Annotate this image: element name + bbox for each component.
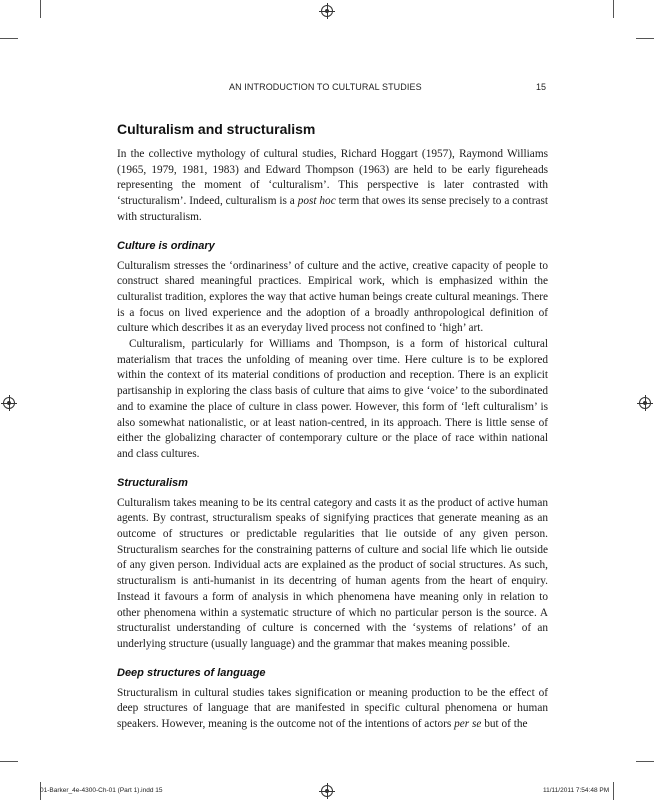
registration-mark-icon <box>639 397 651 409</box>
paragraph: Culturalism, particularly for Williams and Thompson, is a form of historical cultural materialism that traces the unfolding of meaning over time. Here culture is to be explored within the context of its material conditions of production and reception. There is an explicit partisanship in exploring the class basis of culture that aims to give ‘voice’ to the subordinated and to examine the place of culture in class power. However, this form of ‘left culturalism’ is also somewhat nationalistic, or at least nation-centred, in its approach. There is little sense of either the globalizing character of contemporary culture or the place of race within national and class cultures. <box>117 338 548 460</box>
emphasis: per se <box>454 718 482 731</box>
registration-mark-icon <box>321 785 333 797</box>
section-title: Culturalism and structuralism <box>117 121 316 137</box>
page-body <box>117 121 548 733</box>
subsection-title-culture-is-ordinary: Culture is ordinary <box>117 239 215 252</box>
crop-mark-bottom-right <box>613 782 614 800</box>
subsection-title-deep-structures: Deep structures of language <box>117 666 266 679</box>
running-head: AN INTRODUCTION TO CULTURAL STUDIES <box>229 82 422 92</box>
paragraph: Culturalism stresses the ‘ordinariness’ of culture and the active, creative capacity of people to construct shared meaningful practices. Empirical work, which is emphasized within the culturalist tradition, explores the way that active human beings create cultural meanings. There is a focus on lived experience and the adoption of a broadly anthropological definition of culture which describes it as an everyday lived process not confined to ‘high’ art. <box>117 259 548 335</box>
intro-paragraph: In the collective mythology of cultural studies, Richard Hoggart (1957), Raymond Williams (1965, 1979, 1981, 1983) and Edward Thompson (1963) are held to be early figureheads representing the moment of ‘culturalism’. This perspective is later contrasted with ‘structuralism’. Indeed, culturalism is a post hoc term that owes its sense precisely to a contrast with structuralism. <box>117 148 548 223</box>
paragraph: Structuralism in cultural studies takes signification or meaning production to be the effect of deep structures of language that are manifested in specific cultural phenomena or human speakers. However, meaning is the outcome not of the intentions of actors per se but of the <box>117 686 548 731</box>
crop-mark-right-top <box>636 38 654 39</box>
crop-mark-top-left <box>40 0 41 18</box>
registration-mark-icon <box>3 397 15 409</box>
crop-mark-top-right <box>613 0 614 18</box>
registration-mark-icon <box>321 5 333 17</box>
emphasis: post hoc <box>297 195 336 208</box>
page-number: 15 <box>536 82 547 92</box>
paragraph: Culturalism takes meaning to be its central category and casts it as the product of active human agents. By contrast, structuralism speaks of signifying practices that generate meaning as an outcome of structures or predictable regularities that lie outside of any given person. Structuralism searches for the constraining patterns of culture and social life which lie outside of any given person. Individual acts are explained as the product of social structures. As such, structuralism is anti-humanist in its decentring of human agents from the heart of enquiry. Instead it favours a form of analysis in which phenomena have meaning only in relation to other phenomena within a systematic structure of which no particular person is the source. A structuralist understanding of culture is concerned with the ‘systems of relations’ of an underlying structure (usually language) and the grammar that makes meaning possible. <box>117 496 548 650</box>
footer-filename: 01-Barker_4e-4300-Ch-01 (Part 1).indd 15 <box>40 787 163 794</box>
crop-mark-right-bottom <box>636 761 654 762</box>
subsection-title-structuralism: Structuralism <box>117 476 188 489</box>
crop-mark-left-bottom <box>0 761 18 762</box>
crop-mark-left-top <box>0 38 18 39</box>
footer-timestamp: 11/11/2011 7:54:48 PM <box>543 787 610 794</box>
